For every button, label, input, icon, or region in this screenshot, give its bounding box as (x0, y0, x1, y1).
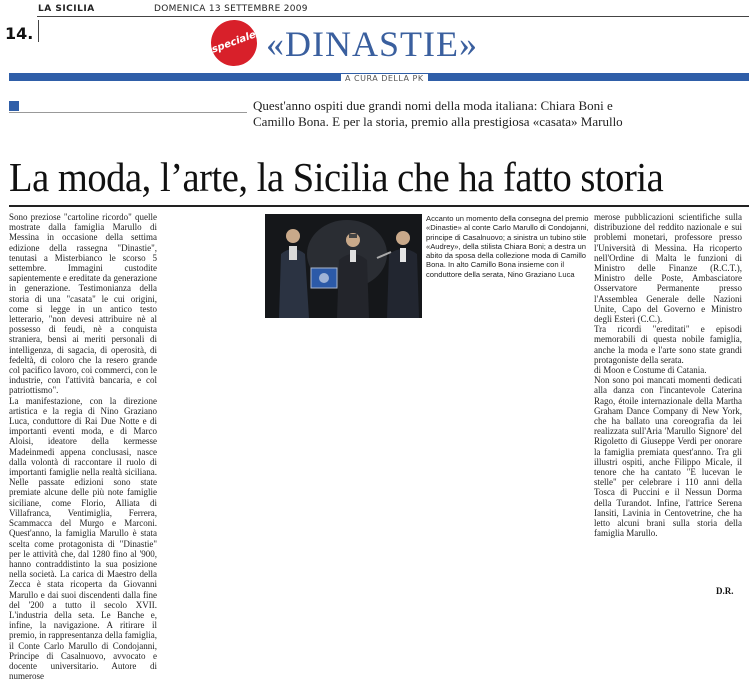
section-byline: A CURA DELLA PK (341, 74, 428, 83)
page-number: 14. (5, 24, 34, 43)
subhead-marker (9, 101, 19, 111)
article-column-left (9, 212, 157, 681)
column-paragraph: di Moon e Costume di Catania. (594, 365, 707, 376)
column-paragraph: Sono preziose "cartoline ricordo" quelle mostrate dalla famiglia Marullo di Messina in occasione della settima edizione della rassegna "Dinastie", tenutasi a Misterbianco le scorso 5 settembre. Immagini custodite sapientemente e ereditate da generazione in generazione. Testimonianza della storia di una "casata" le cui origini, come si legge in un antico testo letterario, "non devesi attribuire nè al possesso di feudi, nè a conquista straniera, bensì ai meriti personali di intelligenza, di sagacia, di operosità, di fedeltà, di coloro che la resero grande col pacifico lavoro, coi commerci, con le industrie, con l'attività bancaria, e col patriottismo". (9, 212, 157, 396)
column-paragraph: Tra ricordi "ereditati" e episodi memorabili di questa nobile famiglia, anche la moda e l'arte sono state grandi protagoniste della serata. (594, 324, 742, 365)
newspaper-name: LA SICILIA (38, 4, 95, 14)
masthead-strip (0, 0, 749, 18)
article-headline: La moda, l’arte, la Sicilia che ha fatto storia (9, 154, 664, 200)
photo-illustration (265, 214, 422, 318)
speciale-badge: speciale (205, 14, 264, 73)
section-title: «DINASTIE» (266, 24, 478, 64)
masthead-rule (37, 16, 749, 17)
page-number-divider (38, 20, 39, 42)
award-photo (265, 214, 422, 318)
headline-rule (9, 205, 749, 207)
column-paragraph: La manifestazione, con la direzione artistica e la regia di Nino Graziano Luca, conduttore di Rai Due Notte e di importanti eventi moda, e di Marco Aloisi, ideatore della kermesse Madeinmedi appena conclusasi, nasce dalla volontà di raccontare il ruolo di importanti famiglie nella realtà siciliana. Nelle passate edizioni sono state premiate alcune delle più note famiglie siciliane, come Florio, Alliata di Villafranca, Ventimiglia, Ferrera, Scammacca del Murgo e Marconi. Quest'anno, la famiglia Marullo è stata scelta come protagonista di "Dinastie" per le attività che, dal 1280 fino al '900, hanno contraddistinto la sua posizione nella società. La carica di Maestro della Zecca è stata ricoperta da Giovanni Marullo e dai suoi discendenti dalla fine del '200 a tutto il secolo XVII. L'industria della seta. Le Banche e, infine, la navigazione. A ritirare il premio, in rappresentanza della famiglia, il Conte Carlo Marullo di Condojanni, Principe di Casalnuovo, avvocato e docente universitario. Autore di numerose (9, 395, 157, 681)
column-paragraph: Non sono poi mancati momenti dedicati alla danza con l'incantevole Caterina Rago, étoile internazionale della Martha Graham Dance Company di New York, che ha ballato una coreografia da lei realizzata sull'Aria 'Marullo Signore' del Rigoletto di Giuseppe Verdi per onorare la famiglia premiata quest'anno. Tra gli illustri ospiti, anche Filippo Micale, il tenore che ha cantato "E lucevan le stelle" per celebrare i 110 anni della Tosca di Puccini e il Nessun Dorma della Turandot. Infine, l'attrice Serena Iansiti, Lavinia in Centovetrine, che ha letto alcuni brani sulla storia della famiglia Marullo. (594, 375, 742, 539)
photo-caption: Accanto un momento della consegna del premio «Dinastie» al conte Carlo Marullo di Condojanni, principe di Casalnuovo; a sinistra un tubino stile «Audrey», della stilista Chiara Boni; a destra un abito da sposa della collezione moda di Camillo Bona. In alto Camillo Bona insieme con il conduttore della serata, Nino Graziano Luca (426, 214, 589, 279)
article-subheading: Quest'anno ospiti due grandi nomi della moda italiana: Chiara Boni e Camillo Bona. E per la storia, premio alla prestigiosa «casata» Marullo (253, 98, 623, 129)
author-signature: D.R. (716, 586, 734, 596)
issue-date: DOMENICA 13 SETTEMBRE 2009 (154, 4, 308, 14)
column-paragraph: merose pubblicazioni scientifiche sulla distribuzione del reddito nazionale e sui problemi monetari, professore presso l'Università di Messina. Ha ricoperto nell'Ordine di Malta le funzioni di Ministro delle Finanze (R.C.T.), Ministro delle Poste, Ambasciatore Osservatore Permanente presso l'Assemblea Generale delle Nazioni Unite, Capo del Governo e Ministro degli Esteri (C.C.). (594, 212, 742, 325)
article-column-right (594, 212, 742, 539)
subhead-rule (9, 112, 247, 113)
